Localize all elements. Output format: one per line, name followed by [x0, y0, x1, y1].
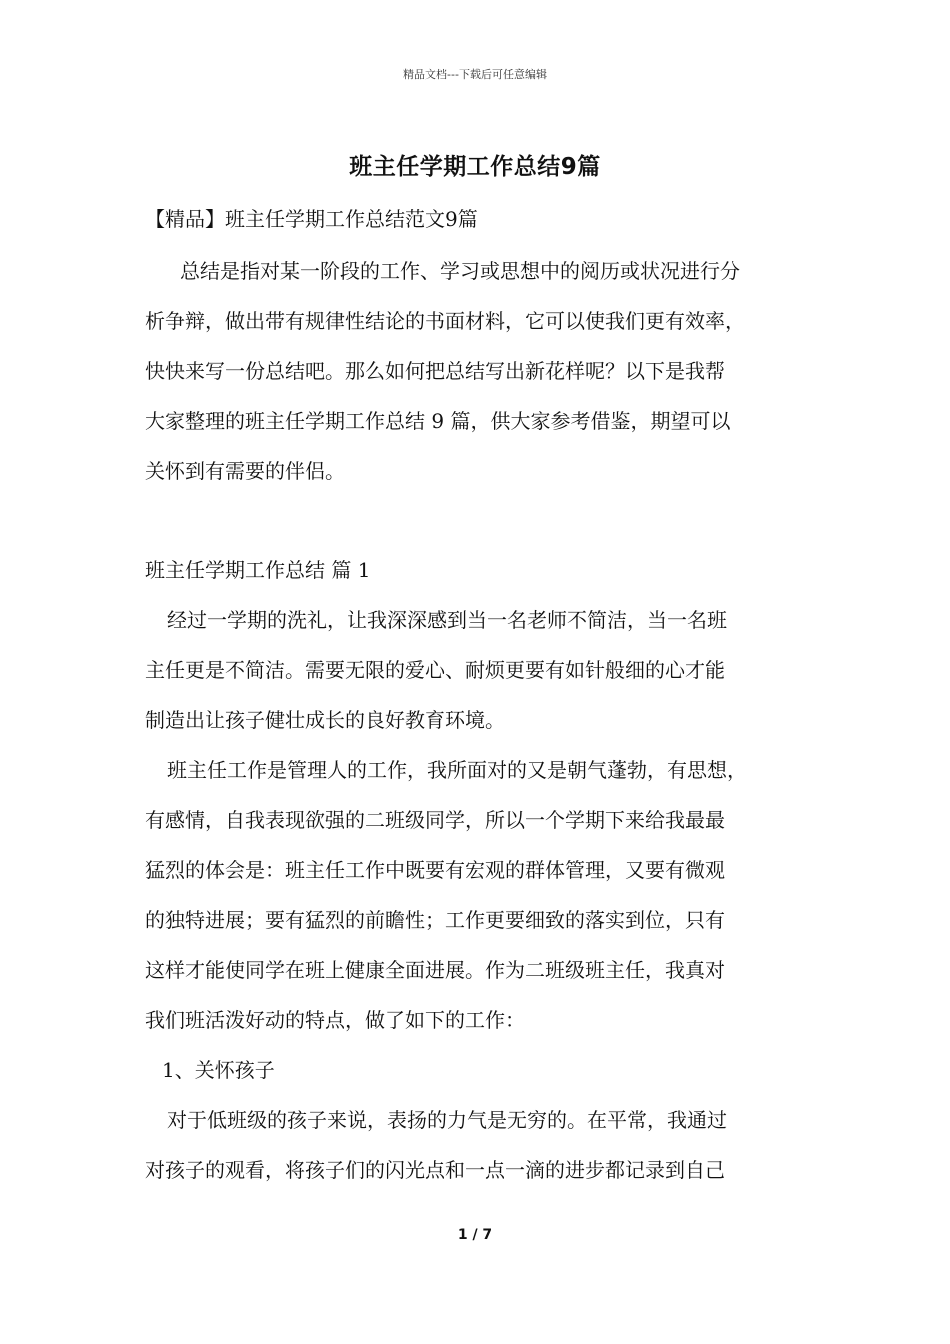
body-paragraph-line: 制造出让孩子健壮成长的良好教育环境。	[145, 708, 505, 732]
document-title: 班主任学期工作总结9篇	[349, 154, 601, 180]
page-header: 精品文档---下载后可任意编辑	[403, 68, 547, 81]
intro-paragraph-line: 快快来写一份总结吧。那么如何把总结写出新花样呢？以下是我帮	[145, 359, 725, 383]
body-paragraph-line: 班主任工作是管理人的工作，我所面对的又是朝气蓬勃，有思想，	[167, 758, 747, 782]
body-paragraph-line: 的独特进展；要有猛烈的前瞻性；工作更要细致的落实到位，只有	[145, 908, 725, 932]
body-paragraph-line: 我们班活泼好动的特点，做了如下的工作：	[145, 1008, 525, 1032]
intro-paragraph-line: 关怀到有需要的伴侣。	[145, 459, 345, 483]
intro-paragraph-line: 大家整理的班主任学期工作总结 9 篇，供大家参考借鉴，期望可以	[145, 409, 731, 433]
body-paragraph-line: 猛烈的体会是：班主任工作中既要有宏观的群体管理，又要有微观	[145, 858, 725, 882]
body-paragraph-line: 对于低班级的孩子来说，表扬的力气是无穷的。在平常，我通过	[167, 1108, 727, 1132]
subtitle-line: 【精品】班主任学期工作总结范文9篇	[145, 207, 478, 231]
section-heading: 班主任学期工作总结 篇 1	[145, 558, 371, 582]
body-paragraph-line: 对孩子的观看，将孩子们的闪光点和一点一滴的进步都记录到自己	[145, 1158, 725, 1182]
intro-paragraph-line: 析争辩，做出带有规律性结论的书面材料，它可以使我们更有效率，	[145, 309, 745, 333]
intro-paragraph-line: 总结是指对某一阶段的工作、学习或思想中的阅历或状况进行分	[180, 259, 740, 283]
body-paragraph-line: 有感情，自我表现欲强的二班级同学，所以一个学期下来给我最最	[145, 808, 725, 832]
body-paragraph-line: 经过一学期的洗礼，让我深深感到当一名老师不简洁，当一名班	[167, 608, 727, 632]
body-paragraph-line: 主任更是不简洁。需要无限的爱心、耐烦更要有如针般细的心才能	[145, 658, 725, 682]
page-number: 1 / 7	[457, 1227, 493, 1243]
numbered-subheading: 1、关怀孩子	[162, 1058, 275, 1082]
body-paragraph-line: 这样才能使同学在班上健康全面进展。作为二班级班主任，我真对	[145, 958, 725, 982]
